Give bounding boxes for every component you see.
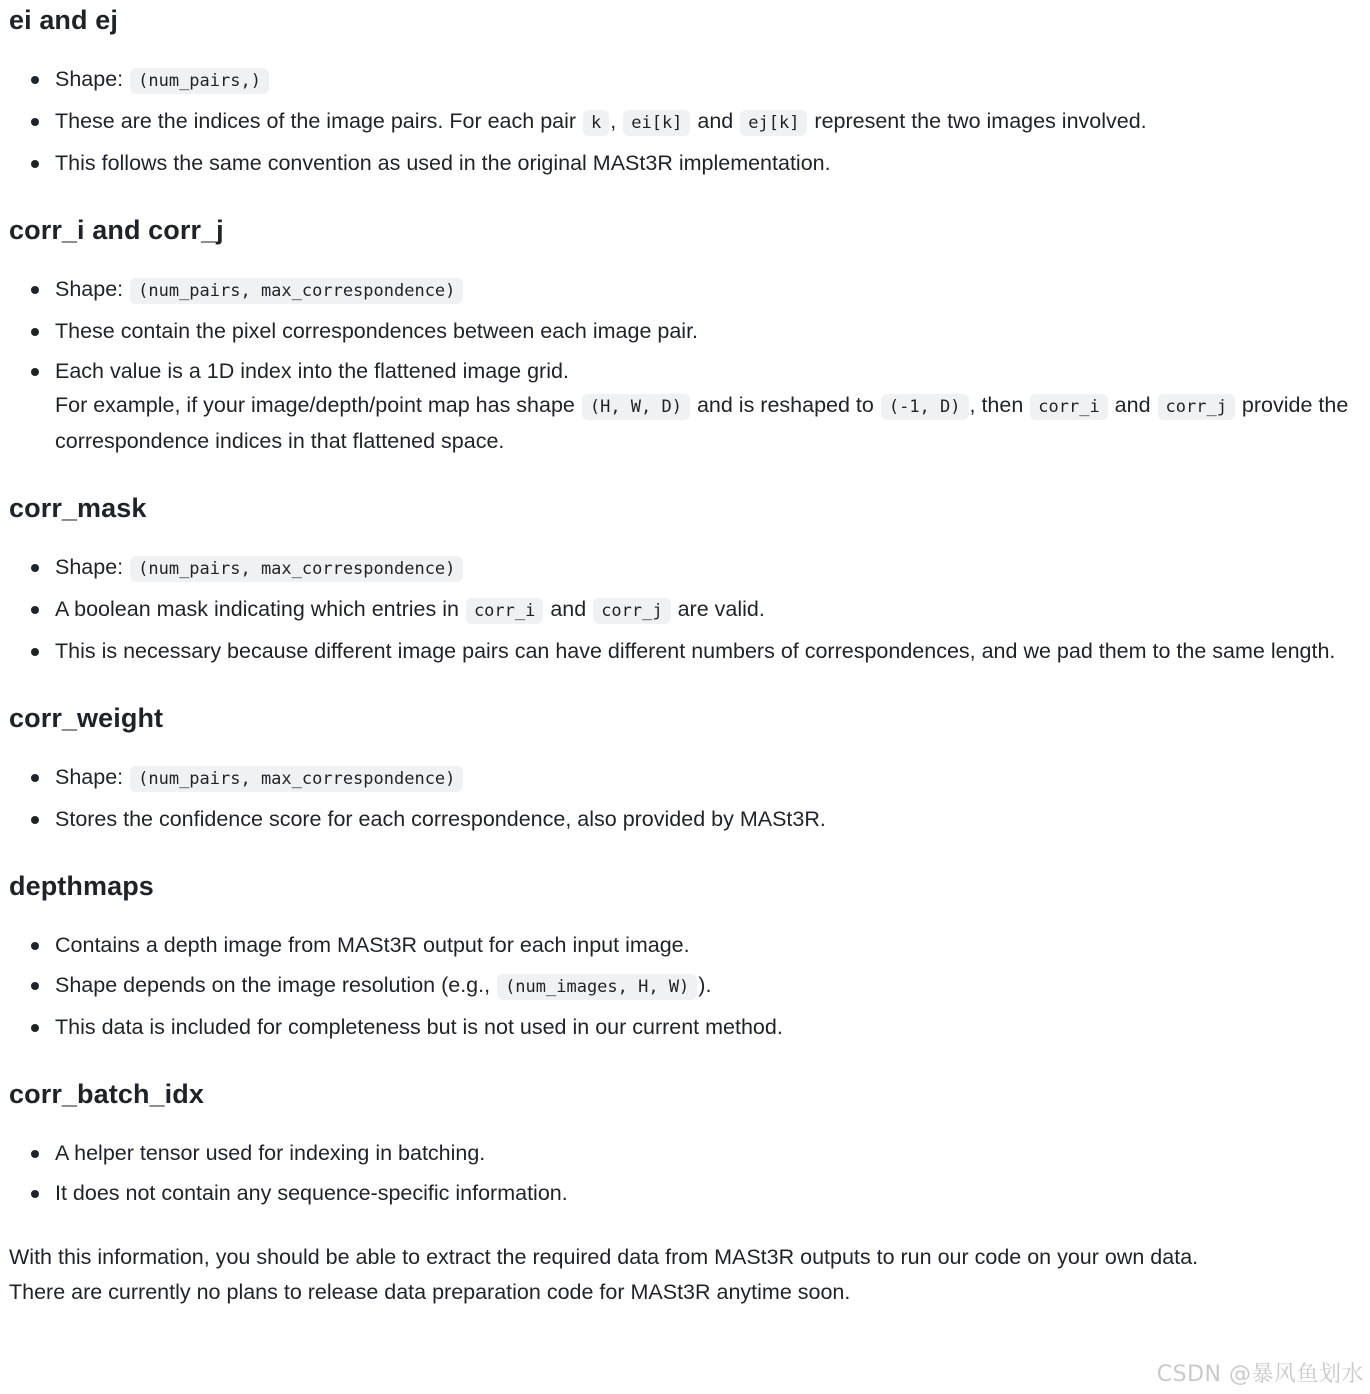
- text-run: A helper tensor used for indexing in batching.: [55, 1141, 486, 1165]
- inline-code: (num_pairs, max_correspondence): [130, 556, 463, 582]
- text-run: ,: [610, 109, 623, 133]
- inline-code: ej[k]: [740, 110, 807, 136]
- list-item: [9, 968, 1359, 1004]
- text-run: and: [1108, 393, 1157, 417]
- list-item: [9, 1176, 1359, 1210]
- inline-code: corr_j: [1158, 394, 1235, 420]
- text-run: Contains a depth image from MASt3R output for each input image.: [55, 933, 690, 957]
- inline-code: corr_i: [1030, 394, 1107, 420]
- csdn-watermark: CSDN @暴风鱼划水: [1156, 1362, 1364, 1387]
- list-item: [9, 354, 1359, 458]
- list-item: [9, 592, 1359, 628]
- list-item: [9, 1136, 1359, 1170]
- text-run: Shape:: [55, 277, 130, 301]
- text-run: and: [544, 597, 593, 621]
- bullet-list: [9, 760, 1359, 836]
- text-run: It does not contain any sequence-specific information.: [55, 1181, 568, 1205]
- text-run: This data is included for completeness but is not used in our current method.: [55, 1015, 783, 1039]
- list-item: [9, 272, 1359, 308]
- section-heading: ei and ej: [9, 5, 118, 35]
- text-run: Shape:: [55, 555, 130, 579]
- text-run: , then: [969, 393, 1030, 417]
- text-run: are valid.: [671, 597, 765, 621]
- inline-code: (num_images, H, W): [497, 974, 697, 1000]
- sections-container: [9, 0, 1359, 1240]
- bullet-list: [9, 1136, 1359, 1210]
- text-run: These contain the pixel correspondences between each image pair.: [55, 319, 699, 343]
- inline-code: corr_i: [466, 598, 543, 624]
- text-run: Shape depends on the image resolution (e.g.,: [55, 973, 497, 997]
- closing-line-1: With this information, you should be able to extract the required data from MASt3R outputs to run our code on your own data.: [9, 1245, 1199, 1269]
- text-run: This follows the same convention as used in the original MASt3R implementation.: [55, 151, 831, 175]
- text-run: Stores the confidence score for each correspondence, also provided by MASt3R.: [55, 807, 826, 831]
- text-run: Shape:: [55, 765, 130, 789]
- bullet-list: [9, 272, 1359, 458]
- inline-code: (num_pairs,): [130, 68, 269, 94]
- section-heading: corr_weight: [9, 703, 164, 733]
- text-run: Shape:: [55, 67, 130, 91]
- text-run: This is necessary because different image pairs can have different numbers of correspondences, and we pad them to the same length.: [55, 639, 1336, 663]
- inline-code: (num_pairs, max_correspondence): [130, 278, 463, 304]
- bullet-list: [9, 928, 1359, 1044]
- section-heading: corr_i and corr_j: [9, 215, 224, 245]
- closing-line-2: There are currently no plans to release data preparation code for MASt3R anytime soon.: [9, 1280, 851, 1304]
- inline-code: (H, W, D): [582, 394, 690, 420]
- list-item: [9, 104, 1359, 140]
- bullet-list: [9, 550, 1359, 668]
- list-item: [9, 1010, 1359, 1044]
- text-run: represent the two images involved.: [808, 109, 1147, 133]
- text-run: Each value is a 1D index into the flattened image grid.: [55, 359, 569, 383]
- inline-code: ei[k]: [623, 110, 690, 136]
- text-run: These are the indices of the image pairs. For each pair: [55, 109, 583, 133]
- list-item: [9, 314, 1359, 348]
- list-item: [9, 550, 1359, 586]
- bullet-list: [9, 62, 1359, 180]
- closing-paragraph: [9, 1240, 1359, 1310]
- inline-code: corr_j: [593, 598, 670, 624]
- list-item: [9, 634, 1359, 668]
- text-run: ).: [698, 973, 712, 997]
- inline-code: (num_pairs, max_correspondence): [130, 766, 463, 792]
- list-item: [9, 928, 1359, 962]
- text-run: For example, if your image/depth/point map has shape: [55, 393, 581, 417]
- text-run: provide the correspondence indices in that flattened space.: [55, 393, 1349, 453]
- document: [9, 0, 1359, 1310]
- inline-code: (-1, D): [881, 394, 969, 420]
- list-item: [9, 760, 1359, 796]
- list-item: [9, 802, 1359, 836]
- text-run: A boolean mask indicating which entries in: [55, 597, 465, 621]
- list-item: [9, 62, 1359, 98]
- inline-code: k: [583, 110, 609, 136]
- section-heading: corr_mask: [9, 493, 147, 523]
- section-heading: corr_batch_idx: [9, 1079, 204, 1109]
- text-run: and: [691, 109, 740, 133]
- section-heading: depthmaps: [9, 871, 154, 901]
- list-item: [9, 146, 1359, 180]
- text-run: and is reshaped to: [690, 393, 880, 417]
